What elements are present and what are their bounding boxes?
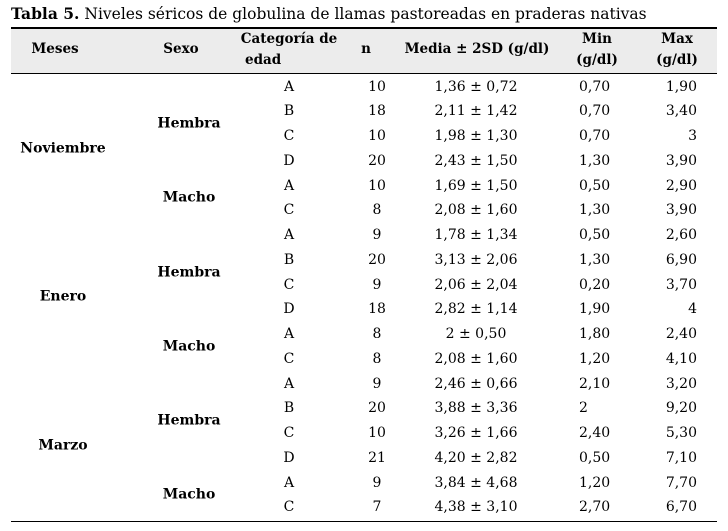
cell-categoria: B: [283, 400, 295, 417]
cell-max: 3,90: [665, 152, 697, 169]
header-media: Media ± 2SD (g/dl): [404, 41, 550, 57]
caption-label: Tabla 5.: [11, 4, 80, 23]
header-meses: Meses: [31, 41, 79, 57]
caption-text: Niveles séricos de globulina de llamas pastoreadas en praderas nativas: [79, 5, 647, 23]
sexo-label: Macho: [162, 338, 216, 355]
cell-min: 1,30: [579, 251, 611, 268]
cell-n: 10: [368, 78, 386, 95]
sexo-label: Macho: [162, 189, 216, 206]
header-min-line2: (g/dl): [576, 52, 618, 68]
cell-min: 0,50: [579, 227, 611, 243]
cell-media: 2,11 ± 1,42: [434, 103, 518, 120]
header-max-line2: (g/dl): [656, 52, 698, 68]
cell-max: 4: [688, 301, 697, 318]
cell-media: 2 ± 0,50: [445, 326, 507, 342]
cell-n: 18: [368, 301, 386, 318]
cell-n: 21: [368, 449, 386, 466]
header-min: [557, 29, 637, 71]
cell-max: 1,90: [665, 78, 697, 95]
cell-min: 0,50: [579, 449, 611, 466]
cell-media: 1,69 ± 1,50: [434, 177, 518, 194]
cell-media: 2,43 ± 1,50: [434, 152, 518, 169]
cell-media: 2,08 ± 1,60: [434, 202, 518, 219]
cell-min: 0,20: [579, 276, 611, 293]
cell-categoria: A: [283, 227, 295, 243]
cell-max: 3: [688, 128, 697, 144]
cell-n: 8: [372, 326, 382, 342]
cell-n: 9: [372, 474, 382, 491]
cell-max: 3,20: [665, 375, 697, 392]
cell-categoria: C: [283, 202, 295, 219]
cell-categoria: A: [283, 78, 295, 95]
cell-categoria: C: [283, 425, 295, 441]
sexo-label: Hembra: [157, 264, 221, 281]
cell-min: 0,50: [579, 177, 611, 194]
cell-n: 10: [368, 425, 386, 441]
cell-n: 8: [372, 350, 382, 367]
bottom-rule: [11, 521, 717, 522]
cell-n: 9: [372, 276, 382, 293]
cell-min: 1,80: [579, 326, 611, 342]
cell-n: 7: [372, 499, 382, 516]
header-max-line1: Max: [661, 31, 693, 47]
cell-n: 20: [368, 152, 386, 169]
cell-max: 7,10: [665, 449, 697, 466]
cell-media: 1,98 ± 1,30: [434, 128, 518, 144]
cell-categoria: A: [283, 177, 295, 194]
cell-categoria: D: [283, 301, 295, 318]
cell-n: 10: [368, 177, 386, 194]
cell-max: 5,30: [665, 425, 697, 441]
cell-max: 6,70: [665, 499, 697, 516]
cell-min: 0,70: [579, 128, 611, 144]
cell-max: 3,70: [665, 276, 697, 293]
cell-categoria: D: [283, 449, 295, 466]
cell-min: 2,10: [579, 375, 611, 392]
cell-media: 1,78 ± 1,34: [434, 227, 518, 243]
cell-categoria: C: [283, 128, 295, 144]
cell-categoria: A: [283, 474, 295, 491]
header-max: [637, 29, 717, 71]
globulin-table: [11, 27, 717, 523]
cell-categoria: D: [283, 152, 295, 169]
cell-categoria: B: [283, 103, 295, 120]
mes-label: Marzo: [38, 437, 88, 454]
cell-categoria: A: [283, 375, 295, 392]
cell-n: 20: [368, 251, 386, 268]
cell-categoria: B: [283, 251, 295, 268]
cell-media: 3,88 ± 3,36: [434, 400, 518, 417]
cell-media: 2,46 ± 0,66: [434, 375, 518, 392]
header-categoria-line1: Categoría de: [240, 31, 338, 47]
cell-categoria: C: [283, 499, 295, 516]
cell-max: 7,70: [665, 474, 697, 491]
cell-n: 10: [368, 128, 386, 144]
sexo-label: Hembra: [157, 412, 221, 429]
cell-max: 2,60: [665, 227, 697, 243]
cell-min: 2,40: [579, 425, 611, 441]
cell-max: 2,40: [665, 326, 697, 342]
cell-min: 2,70: [579, 499, 611, 516]
cell-n: 9: [372, 227, 382, 243]
cell-media: 4,38 ± 3,10: [434, 499, 518, 516]
cell-n: 20: [368, 400, 386, 417]
cell-media: 4,20 ± 2,82: [434, 449, 518, 466]
header-sexo: Sexo: [163, 41, 199, 57]
cell-media: 3,84 ± 4,68: [434, 474, 518, 491]
cell-max: 6,90: [665, 251, 697, 268]
cell-categoria: A: [283, 326, 295, 342]
mes-label: Enero: [39, 288, 87, 305]
header-n: n: [361, 41, 371, 57]
sexo-label: Hembra: [157, 115, 221, 132]
cell-min: 0,70: [579, 78, 611, 95]
cell-media: 2,06 ± 2,04: [434, 276, 518, 293]
cell-n: 9: [372, 375, 382, 392]
header-rule: [11, 73, 717, 74]
cell-media: 2,08 ± 1,60: [434, 350, 518, 367]
cell-max: 3,90: [665, 202, 697, 219]
cell-media: 2,82 ± 1,14: [434, 301, 518, 318]
sexo-label: Macho: [162, 486, 216, 503]
cell-min: 1,20: [579, 350, 611, 367]
cell-min: 0,70: [579, 103, 611, 120]
cell-categoria: C: [283, 350, 295, 367]
table-caption: [11, 4, 647, 23]
cell-min: 1,90: [579, 301, 611, 318]
cell-n: 8: [372, 202, 382, 219]
mes-label: Noviembre: [20, 140, 106, 157]
header-min-line1: Min: [582, 31, 612, 47]
cell-media: 1,36 ± 0,72: [434, 78, 518, 95]
cell-media: 3,13 ± 2,06: [434, 251, 518, 268]
cell-min: 1,20: [579, 474, 611, 491]
cell-max: 3,40: [665, 103, 697, 120]
header-categoria-line2: edad: [245, 52, 282, 68]
cell-min: 2: [579, 400, 588, 417]
cell-media: 3,26 ± 1,66: [434, 425, 518, 441]
cell-max: 9,20: [665, 400, 697, 417]
cell-max: 2,90: [665, 177, 697, 194]
cell-categoria: C: [283, 276, 295, 293]
cell-max: 4,10: [665, 350, 697, 367]
cell-min: 1,30: [579, 202, 611, 219]
cell-n: 18: [368, 103, 386, 120]
cell-min: 1,30: [579, 152, 611, 169]
header-categoria: [237, 29, 341, 71]
